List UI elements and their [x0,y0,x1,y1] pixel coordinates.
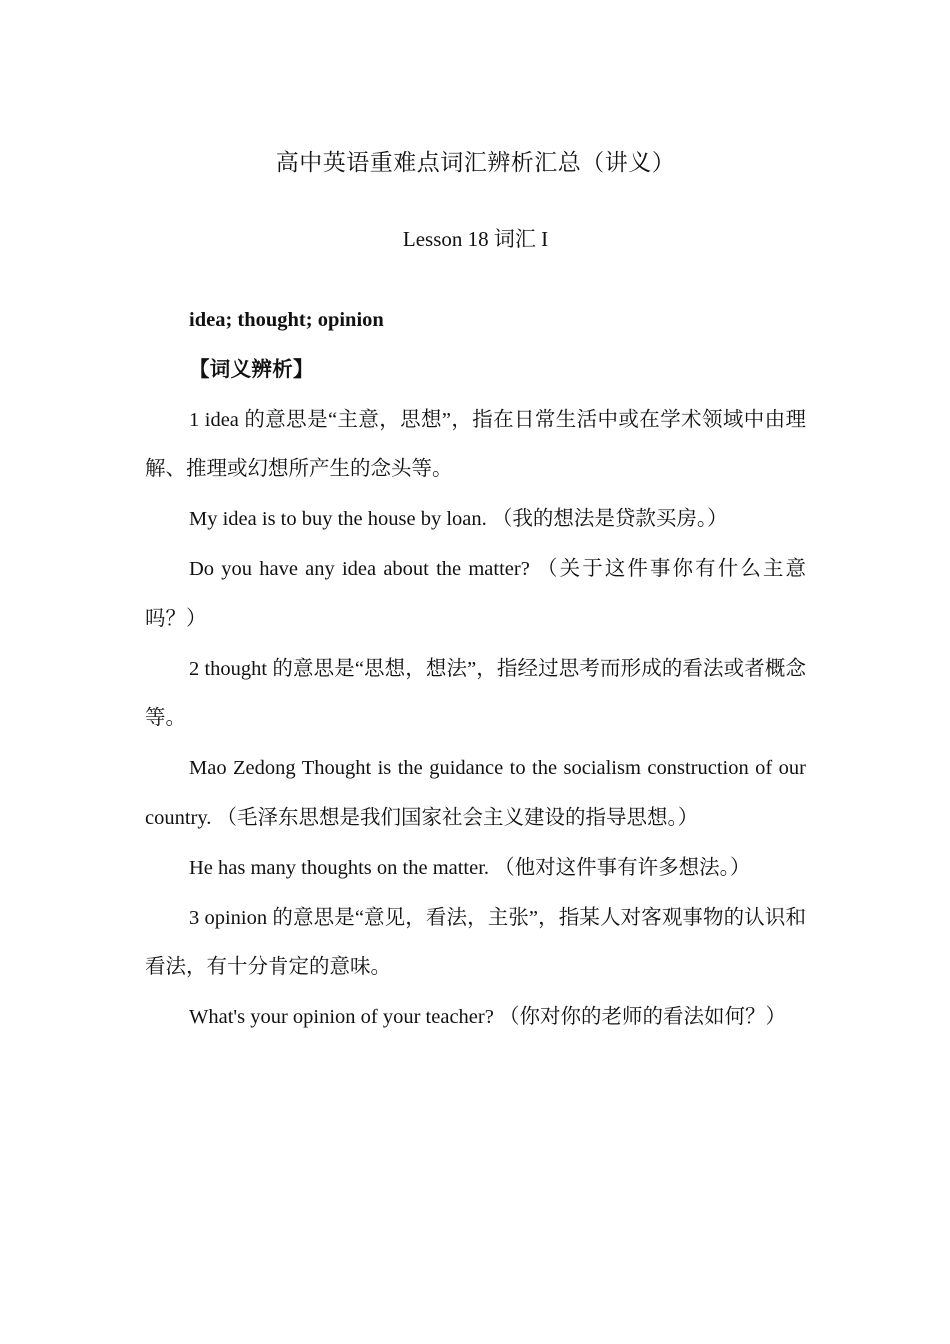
paragraph-idea-definition: 1 idea 的意思是“主意，思想”，指在日常生活中或在学术领域中由理解、推理或幻想所产生的念头等。 [145,408,806,481]
document-body [145,296,806,1043]
paragraph-thought-example-2: He has many thoughts on the matter. （他对这件事有许多想法。） [189,856,751,879]
paragraph-opinion-example: What's your opinion of your teacher? （你对你的老师的看法如何？） [189,1006,786,1029]
paragraph-thought-definition: 2 thought 的意思是“思想，想法”，指经过思考而形成的看法或者概念等。 [145,657,806,730]
paragraph-idea-example-2: Do you have any idea about the matter? （关于这件事你有什么主意吗？） [145,557,806,630]
lesson-subtitle: Lesson 18 词汇 I [402,227,549,251]
paragraph-idea-example-1: My idea is to buy the house by loan. （我的想法是贷款买房。） [189,508,728,531]
word-group-heading: idea; thought; opinion [189,309,384,331]
section-heading: 【词义辨析】 [189,358,314,381]
paragraph-opinion-definition: 3 opinion 的意思是“意见，看法，主张”，指某人对客观事物的认识和看法，有十分肯定的意味。 [145,906,806,979]
paragraph-thought-example-1: Mao Zedong Thought is the guidance to the socialism construction of our country. （毛泽东思想是我们国家社会主义建设的指导思想。） [145,757,806,829]
document-title: 高中英语重难点词汇辨析汇总（讲义） [275,150,676,175]
